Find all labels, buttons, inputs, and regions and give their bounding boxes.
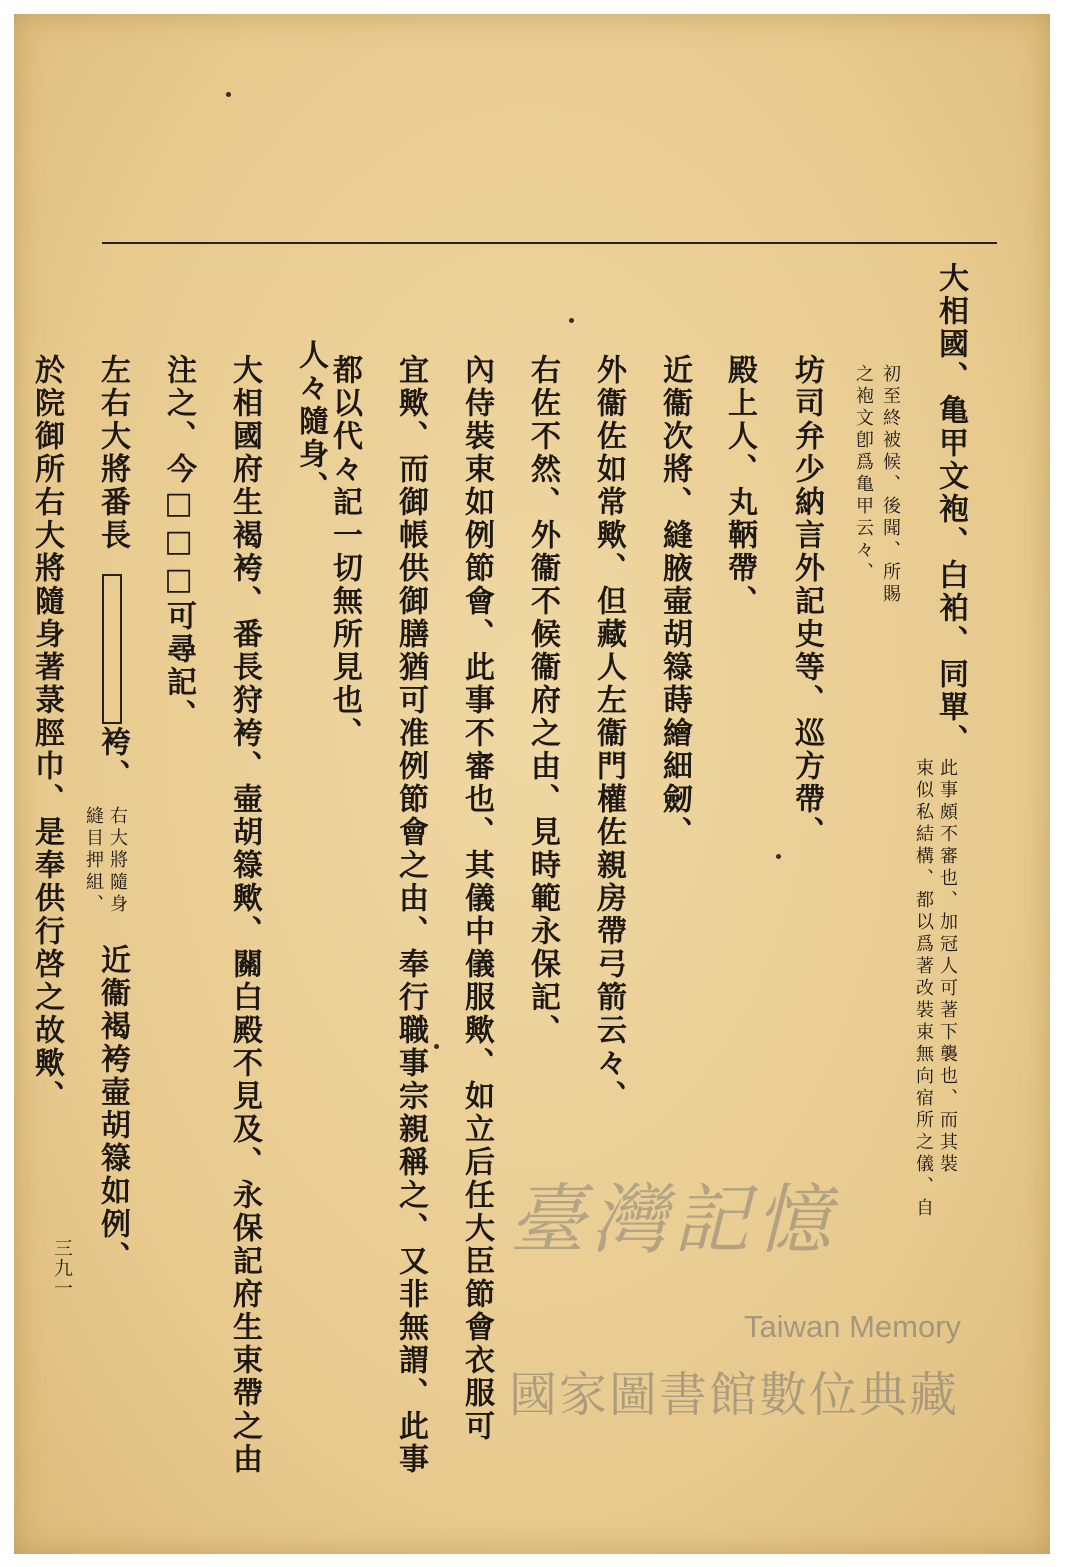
text-column-9: 宜歟、而御帳供御膳猶可准例節會之由、奉行職事宗親稱之、又非無謂、此事 [393, 354, 428, 1476]
paper-speck [776, 854, 781, 859]
text-column-14-note-a: 右大將隨身 [107, 806, 128, 916]
text-column-12: 大相國府生褐袴、番長狩袴、壷胡簶歟、關白殿不見及、永保記府生束帶之由 [227, 354, 262, 1476]
document-page [14, 14, 1050, 1554]
text-column-1-main: 大相國、亀甲文袍、白袙、同單、 [933, 262, 968, 757]
text-column-11: 人々隨身、 [293, 339, 328, 504]
text-column-10: 都以代々記一切無所見也、 [327, 354, 362, 750]
paper-speck [226, 92, 231, 97]
text-column-14-rest: 近衞褐袴壷胡簶如例、 [95, 944, 130, 1274]
watermark-institution: 國家圖書館數位典藏 [509, 1369, 960, 1422]
text-column-1 [930, 262, 970, 757]
text-column-8: 內侍裝束如例節會、此事不審也、其儀中儀服歟、如立后任大臣節會衣服可 [459, 354, 494, 1443]
watermark-english: Taiwan Memory [744, 1309, 962, 1344]
text-column-15: 於院御所右大將隨身著菉脛巾、是奉供行啓之故歟、 [29, 354, 64, 1113]
text-column-6: 外衞佐如常歟、但藏人左衞門權佐親房帶弓箭云々、 [591, 354, 626, 1113]
text-column-1-note-b: 束似私結構、都以爲著改裝束無向宿所之儀、自 [913, 758, 934, 1220]
text-column-4: 殿上人、丸鞆帶、 [722, 354, 757, 618]
missing-text-box [102, 574, 122, 724]
paper-speck [569, 318, 574, 323]
text-column-14-note-b: 縫目押組、 [83, 806, 104, 916]
text-column-2-note-b: 之袍文卽爲亀甲云々、 [853, 364, 874, 584]
text-column-5: 近衞次將、縫腋壷胡簶蒔繪細劒、 [657, 354, 692, 849]
text-column-3: 坊司弁少納言外記史等、巡方帶、 [789, 354, 824, 849]
header-rule [102, 242, 997, 244]
text-column-1-note-a: 此事頗不審也、加冠人可著下襲也、而其裝 [937, 758, 958, 1176]
paper-speck [434, 1044, 439, 1049]
text-column-7: 右佐不然、外衞不候衞府之由、見時範永保記、 [525, 354, 560, 1047]
text-column-14-tail: 袴、 [95, 726, 130, 792]
text-column-14-head: 左右大將番長 [95, 354, 130, 552]
footer-page-number: 三九一 [51, 1238, 73, 1298]
text-column-2-note-a: 初至終被候、後聞、所賜 [880, 364, 901, 606]
watermark-chinese: 臺灣記憶 [509, 1175, 837, 1264]
text-column-13: 注之、今□□□可尋記、 [161, 354, 196, 732]
